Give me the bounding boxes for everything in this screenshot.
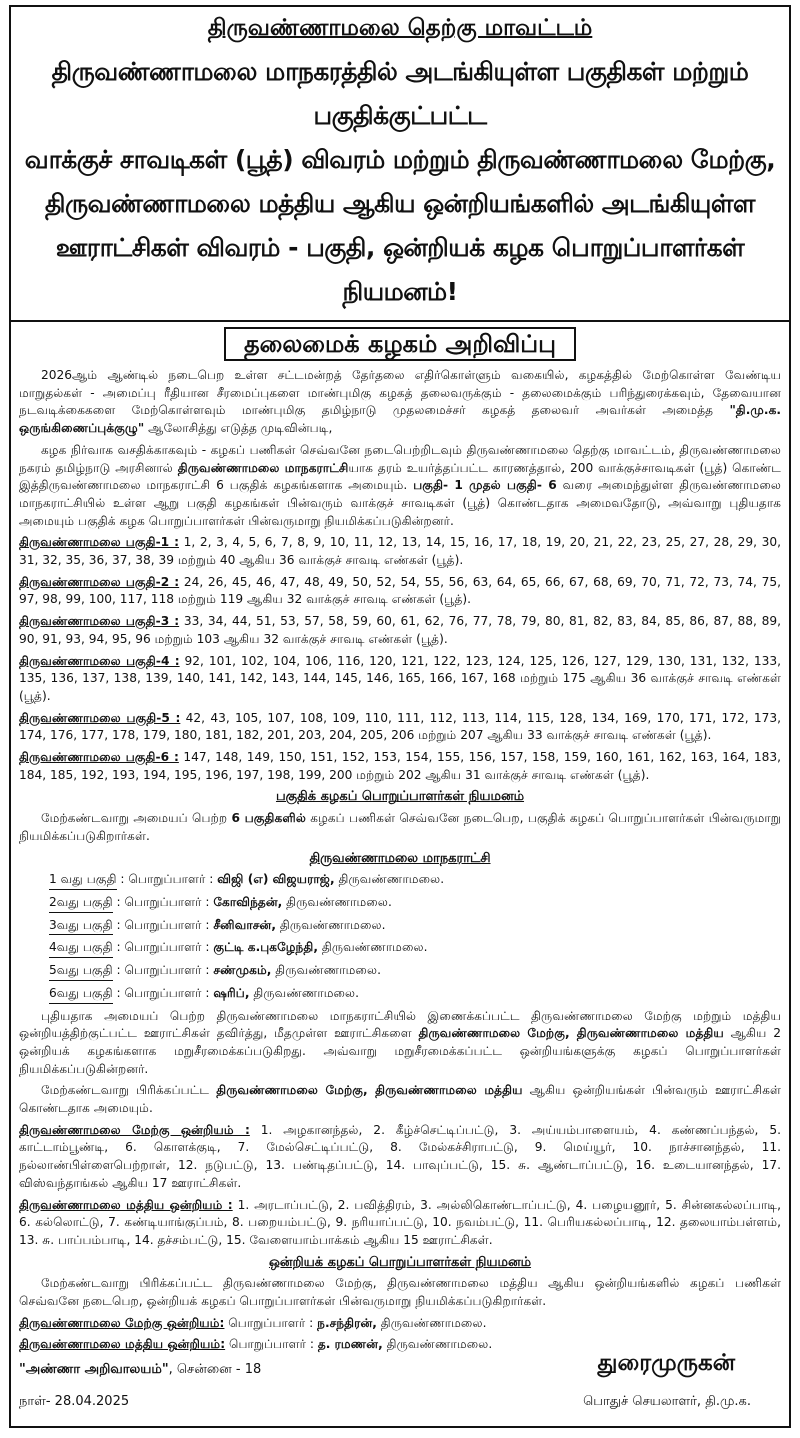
section-item: திருவண்ணாமலை பகுதி-6 : 147, 148, 149, 150, 151, 152, 153, 154, 155, 156, 157, 158, 159, 160, 161, 162, 163, 164, 183, 184, 185, 192, 193, 194, 195, 196, 197, 198, 199, 200 மற்றும் 202 ஆகிய 31 வாக்குச் சாவடி எண்கள் (பூத்). bbox=[19, 750, 781, 782]
signatory-name: துரைமுருகன் bbox=[597, 1350, 735, 1376]
union-resp-paragraph: மேற்கண்டவாறு பிரிக்கப்பட்ட திருவண்ணாமலை மேற்கு, திருவண்ணாமலை மத்திய ஆகிய ஒன்றியங்களில் கழகப் பணிகள் செவ்வனே நடைபெற, ஒன்றியக் கழகப் பொறுப்பாளர்கள் பின்வருமாறு நியமிக்கப்படுகிறார்கள். bbox=[19, 1276, 781, 1309]
ward-item: 3வது பகுதி : பொறுப்பாளர் : சீனிவாசன், திருவண்ணாமலை. bbox=[49, 917, 781, 936]
area-heading: பகுதிக் கழகப் பொறுப்பாளர்கள் நியமனம் bbox=[275, 789, 525, 805]
district-title: திருவண்ணாமலை தெற்கு மாவட்டம் bbox=[207, 15, 593, 41]
section-item: திருவண்ணாமலை பகுதி-2 : 24, 26, 45, 46, 47, 48, 49, 50, 52, 54, 55, 56, 63, 64, 65, 66, 67, 68, 69, 70, 71, 72, 73, 74, 75, 97, 98, 99, 100, 117, 118 மற்றும் 119 ஆகிய 32 வாக்குச் சாவடி எண்கள் (பூத்). bbox=[19, 574, 782, 607]
section-item: திருவண்ணாமலை பகுதி-4 : 92, 101, 102, 104, 106, 116, 120, 121, 122, 123, 124, 125, 126, 127, 129, 130, 131, 132, 133, 135, 136, 137, 138, 139, 140, 141, 142, 143, 144, 145, 146, 165, 166, 167, 168 மற்றும் 175 ஆகிய 36 வாக்குச் சாவடி எண்கள் (பூத்). bbox=[19, 653, 781, 703]
corporation-heading: திருவண்ணாமலை மாநகராட்சி bbox=[309, 850, 491, 866]
notice-body bbox=[11, 367, 789, 1354]
ward-item: 1 வது பகுதி : பொறுப்பாளர் : விஜி (எ) விஜயராஜ், திருவண்ணாமலை. bbox=[49, 871, 781, 890]
headline-line-3: திருவண்ணாமலை மத்திய ஆகிய ஒன்றியங்களில் அடங்கியுள்ள bbox=[45, 189, 755, 218]
hq-notice-title: தலைமைக் கழகம் அறிவிப்பு bbox=[11, 330, 789, 361]
union-item: திருவண்ணாமலை மத்திய ஒன்றியம் : 1. அரடாப்பட்டு, 2. பவித்திரம், 3. அல்லிகொண்டாப்பட்டு, 4. பழையனூர், 5. சின்னகல்லப்பாடி, 6. கல்லொட்டு, 7. கண்டியாங்குப்பம், 8. பறையம்பட்டு, 9. நரியாப்பட்டு, 10. நவம்பட்டு, 11. பெரியகல்லப்பாடி, 12. தலையாம்பள்ளம், 13. சு. பாப்பம்பாடி, 14. தச்சம்பட்டு, 15. வேளையாம்பாக்கம் ஆகிய 15 ஊராட்சிகள். bbox=[19, 1197, 781, 1247]
notice-page bbox=[9, 5, 791, 1428]
signatory-designation: பொதுச் செயலாளர், தி.மு.க. bbox=[583, 1394, 751, 1409]
intro-paragraph-1: 2026ஆம் ஆண்டில் நடைபெற உள்ள சட்டமன்றத் தேர்தலை எதிர்கொள்ளும் வகையில், கழகத்தில் மேற்கொள்ள வேண்டிய மாறுதல்கள் - அமைப்பு ரீதியான சீரமைப்புகளை மாண்புமிகு கழகத் தலைவருக்கும் - தலைமைக்கும் பரிந்துரைக்கவும், தேவையான நடவடிக்கைகளை மேற்கொள்ளவும் மாண்புமிகு தமிழ்நாடு முதலமைச்சர் கழகத் தலைவர் அவர்கள் அமைத்த "தி.மு.க. ஒருங்கிணைப்புக்குழு" ஆலோசித்து எடுத்த முடிவின்படி, bbox=[19, 368, 781, 436]
section-item: திருவண்ணாமலை பகுதி-5 : 42, 43, 105, 107, 108, 109, 110, 111, 112, 113, 114, 115, 128, 134, 169, 170, 171, 172, 173, 174, 176, 177, 178, 179, 180, 181, 182, 201, 203, 204, 205, 206 மற்றும் 207 ஆகிய 33 வாக்குச் சாவடி எண்கள் (பூத்). bbox=[19, 710, 782, 743]
area-paragraph: மேற்கண்டவாறு அமையப் பெற்ற 6 பகுதிகளில் கழகப் பணிகள் செவ்வனே நடைபெற, பகுதிக் கழகப் பொறுப்பாளர்கள் பின்வருமாறு நியமிக்கப்படுகிறார்கள். bbox=[19, 811, 781, 843]
headline-line-4: ஊராட்சிகள் விவரம் - பகுதி, ஒன்றியக் கழக பொறுப்பாளர்கள் நியமனம்! bbox=[55, 233, 745, 306]
ward-item: 6வது பகுதி : பொறுப்பாளர் : ஷரிப், திருவண்ணாமலை. bbox=[49, 985, 781, 1004]
union-paragraph: புதியதாக அமையப் பெற்ற திருவண்ணாமலை மாநகராட்சியில் இணைக்கப்பட்ட திருவண்ணாமலை மேற்கு மற்றும் மத்திய ஒன்றியத்திற்குட்பட்ட ஊராட்சிகள் தவிர்த்து, மீதமுள்ள ஊராட்சிகளை திருவண்ணாமலை மேற்கு, திருவண்ணாமலை மத்திய ஆகிய 2 ஒன்றியக் கழகங்களாக மறுசீரமைக்கப்படுகிறது. அவ்வாறு மறுசீரமைக்கப்பட்ட ஒன்றியங்களுக்கு கழகப் பொறுப்பாளர்கள் நியமிக்கப்படுகின்றனர். bbox=[19, 1008, 782, 1076]
divider bbox=[11, 320, 789, 322]
headline-line-1: திருவண்ணாமலை மாநகரத்தில் அடங்கியுள்ள பகுதிகள் மற்றும் பகுதிக்குட்பட்ட bbox=[51, 57, 749, 130]
ward-item: 2வது பகுதி : பொறுப்பாளர் : கோவிந்தன், திருவண்ணாமலை. bbox=[49, 894, 781, 913]
split-paragraph: மேற்கண்டவாறு பிரிக்கப்பட்ட திருவண்ணாமலை மேற்கு, திருவண்ணாமலை மத்திய ஆகிய ஒன்றியங்கள் பின்வரும் ஊராட்சிகள் கொண்டதாக அமையும். bbox=[19, 1083, 782, 1116]
union-item: திருவண்ணாமலை மேற்கு ஒன்றியம் : 1. அழகானந்தல், 2. கீழ்ச்செட்டிப்பட்டு, 3. அய்யம்பாளையம், 4. கண்ணப்பந்தல், 5. காட்டாம்பூண்டி, 6. கொளக்குடி, 7. மேல்செட்டிப்பட்டு, 8. மேல்கச்சிராபட்டு, 9. மெய்யூர், 10. நாச்சானந்தல், 11. நல்லாண்பிள்ளைபெற்றாள், 12. நடுபட்டு, 13. பண்டிதப்பட்டு, 14. பாவுப்பட்டு, 15. சு. ஆண்டாப்பட்டு, 16. உடையானந்தல், 17. விஸ்வந்தாங்கல் ஆகிய 17 ஊராட்சிகள். bbox=[19, 1122, 781, 1190]
date: நாள்- 28.04.2025 bbox=[19, 1394, 130, 1409]
section-item: திருவண்ணாமலை பகுதி-3 : 33, 34, 44, 51, 53, 57, 58, 59, 60, 61, 62, 76, 77, 78, 79, 80, 81, 82, 83, 84, 85, 86, 87, 88, 89, 90, 91, 93, 94, 95, 96 மற்றும் 103 ஆகிய 32 வாக்குச் சாவடி எண்கள் (பூத்). bbox=[19, 614, 782, 646]
intro-paragraph-2: கழக நிர்வாக வசதிக்காகவும் - கழகப் பணிகள் செவ்வனே நடைபெற்றிடவும் திருவண்ணாமலை தெற்கு மாவட்டம், திருவண்ணாமலை நகரம் தமிழ்நாடு அரசினால் திருவண்ணாமலை மாநகராட்சியாக தரம் உயர்த்தப்பட்ட காரணத்தால், 200 வாக்குச்சாவடிகள் (பூத்) கொண்ட இத்திருவண்ணாமலை மாநகராட்சி 6 பகுதிக் கழகங்களாக அமையும். பகுதி- 1 முதல் பகுதி- 6 வரை அமைந்துள்ள திருவண்ணாமலை மாநகராட்சியில் உள்ள ஆறு பகுதி கழகங்கள் பின்வரும் வாக்குச் சாவடிகள் (பூத்) கொண்டதாக அமைவதோடு, அவ்வாறு புதியதாக அமையும் பகுதிக் கழக பொறுப்பாளர்கள் பின்வருமாறு நியமிக்கப்படுகின்றனர். bbox=[19, 442, 782, 528]
ward-list bbox=[49, 871, 781, 1003]
address: "அண்ணா அறிவாலயம்", சென்னை - 18 bbox=[19, 1362, 262, 1377]
union-resp-item: திருவண்ணாமலை மேற்கு ஒன்றியம்: பொறுப்பாளர் : ந.சந்திரன், திருவண்ணாமலை. bbox=[19, 1315, 487, 1330]
union-heading: ஒன்றியக் கழகப் பொறுப்பாளர்கள் நியமனம் bbox=[268, 1254, 532, 1270]
union-resp-item: திருவண்ணாமலை மத்திய ஒன்றியம்: பொறுப்பாளர் : த. ரமணன், திருவண்ணாமலை. bbox=[19, 1337, 493, 1352]
ward-item: 5வது பகுதி : பொறுப்பாளர் : சண்முகம், திருவண்ணாமலை. bbox=[49, 962, 781, 981]
headline bbox=[11, 50, 789, 314]
headline-line-2: வாக்குச் சாவடிகள் (பூத்) விவரம் மற்றும் திருவண்ணாமலை மேற்கு, bbox=[24, 145, 776, 174]
ward-item: 4வது பகுதி : பொறுப்பாளர் : குட்டி க.புகழேந்தி, திருவண்ணாமலை. bbox=[49, 939, 781, 958]
section-item: திருவண்ணாமலை பகுதி-1 : 1, 2, 3, 4, 5, 6, 7, 8, 9, 10, 11, 12, 13, 14, 15, 16, 17, 18, 19, 20, 21, 22, 23, 25, 27, 28, 29, 30, 31, 32, 35, 36, 37, 38, 39 மற்றும் 40 ஆகிய 36 வாக்குச் சாவடி எண்கள் (பூத்). bbox=[19, 535, 782, 568]
footer bbox=[19, 1350, 781, 1420]
